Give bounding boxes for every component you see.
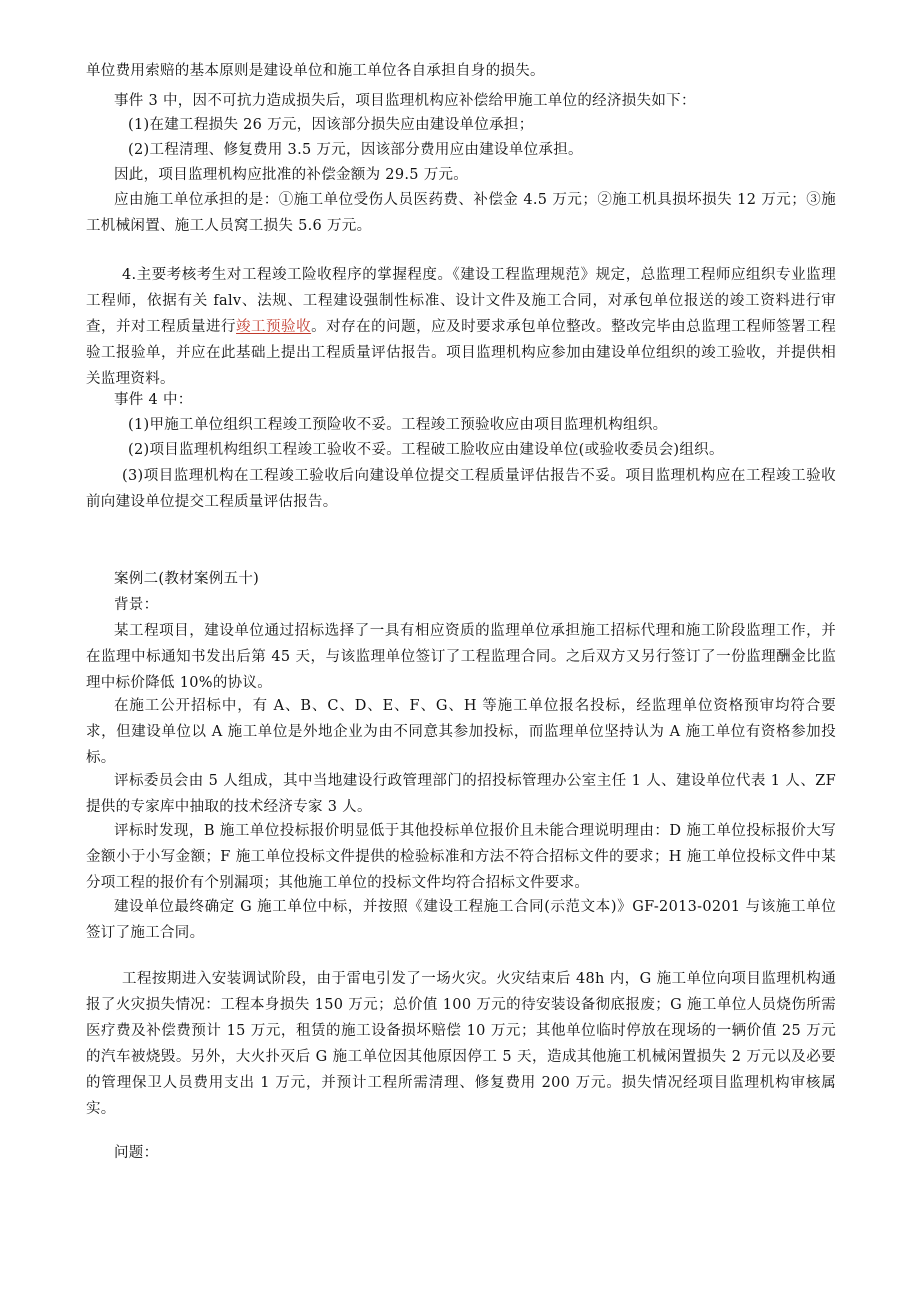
list-item-event4-3: (3)项目监理机构在工程竣工验收后向建设单位提交工程质量评估报告不妥。项目监理机构应在工程竣工验收前向建设单位提交工程质量评估报告。 bbox=[86, 468, 836, 510]
answer-4-text-part2: 。对存在的问题，应及时要求承包单位整改。整改完毕由总监理工程师签署工程验工报验单，并应在此基础上提出工程质量评估报告。项目监理机构应参加由建设单位组织的竣工验收，并提供相关监理资料。 bbox=[86, 319, 837, 387]
paragraph-claim-principle: 单位费用索赔的基本原则是建设单位和施工单位各自承担自身的损失。 bbox=[86, 63, 545, 79]
case-title: 案例二(教材案例五十) bbox=[114, 571, 260, 587]
questions-label: 问题： bbox=[114, 1145, 159, 1161]
list-item-event3-2: (2)工程清理、修复费用 3.5 万元，因该部分费用应由建设单位承担。 bbox=[128, 142, 583, 158]
paragraph-event3-intro: 事件 3 中，因不可抗力造成损失后，项目监理机构应补偿给甲施工单位的经济损失如下： bbox=[114, 93, 696, 109]
paragraph-background-3: 评标委员会由 5 人组成，其中当地建设行政管理部门的招投标管理办公室主任 1 人、建设单位代表 1 人、ZF 提供的专家库中抽取的技术经济专家 3 人。 bbox=[86, 773, 836, 815]
paragraph-background-5: 建设单位最终确定 G 施工单位中标，并按照《建设工程施工合同(示范文本)》GF-2013-0201 与该施工单位签订了施工合同。 bbox=[86, 899, 836, 941]
paragraph-background-2: 在施工公开招标中，有 A、B、C、D、E、F、G、H 等施工单位报名投标，经监理单位资格预审均符合要求，但建设单位以 A 施工单位是外地企业为由不同意其参加投标，而监理单位坚持认为 A 施工单位有资格参加投标。 bbox=[86, 698, 836, 766]
answer-4-text-part1: 4.主要考核考生对工程竣工险收程序的掌握程度。《建设工程监理规范》规定，总监理工程师应组织专业监理工程师，依据有关 falv、法规、工程建设强制性标准、设计文件及施工合同，对承包单位报送的竣工资料进行审查，并对工程质量进行 bbox=[86, 267, 836, 335]
paragraph-answer-4 bbox=[86, 262, 836, 392]
pre-acceptance-link[interactable]: 竣工预验收 bbox=[236, 319, 312, 335]
list-item-event4-2: (2)项目监理机构组织工程竣工验收不妥。工程破工脸收应由建设单位(或验收委员会)组织。 bbox=[128, 442, 724, 458]
paragraph-background-4: 评标时发现，B 施工单位投标报价明显低于其他投标单位报价且未能合理说明理由：D 施工单位投标报价大写金额小于小写金额；F 施工单位投标文件提供的检验标准和方法不符合招标文件的要求；H 施工单位投标文件中某分项工程的报价有个别漏项；其他施工单位的投标文件均符合招标文件要求。 bbox=[86, 823, 836, 891]
paragraph-background-1: 某工程项目，建设单位通过招标选择了一具有相应资质的监理单位承担施工招标代理和施工阶段监理工作，并在监理中标通知书发出后第 45 天，与该监理单位签订了工程监理合同。之后双方又另行签订了一份监理酬金比监理中标价降低 10%的协议。 bbox=[86, 623, 836, 691]
paragraph-background-6: 工程按期进入安装调试阶段，由于雷电引发了一场火灾。火灾结束后 48h 内，G 施工单位向项目监理机构通报了火灾损失情况：工程本身损失 150 万元；总价值 100 万元的待安装设备彻底报废；G 施工单位人员烧伤所需医疗费及补偿费预计 15 万元，租赁的施工设备损坏赔偿 10 万元；其他单位临时停放在现场的一辆价值 25 万元的汽车被烧毁。另外，大火扑灭后 G 施工单位因其他原因停工 5 天，造成其他施工机械闲置损失 2 万元以及必要的管理保卫人员费用支出 1 万元，并预计工程所需清理、修复费用 200 万元。损失情况经项目监理机构审核属实。 bbox=[86, 971, 836, 1117]
list-item-event3-1: (1)在建工程损失 26 万元，因该部分损失应由建设单位承担； bbox=[128, 117, 534, 133]
paragraph-event4-intro: 事件 4 中： bbox=[114, 392, 193, 408]
background-label: 背景： bbox=[114, 597, 159, 613]
paragraph-compensation-total: 因此，项目监理机构应批准的补偿金额为 29.5 万元。 bbox=[114, 167, 469, 183]
list-item-event4-1: (1)甲施工单位组织工程竣工预险收不妥。工程竣工预验收应由项目监理机构组织。 bbox=[128, 417, 668, 433]
paragraph-contractor-losses: 应由施工单位承担的是：①施工单位受伤人员医药费、补偿金 4.5 万元；②施工机具损坏损失 12 万元；③施工机械闲置、施工人员窝工损失 5.6 万元。 bbox=[86, 192, 836, 234]
